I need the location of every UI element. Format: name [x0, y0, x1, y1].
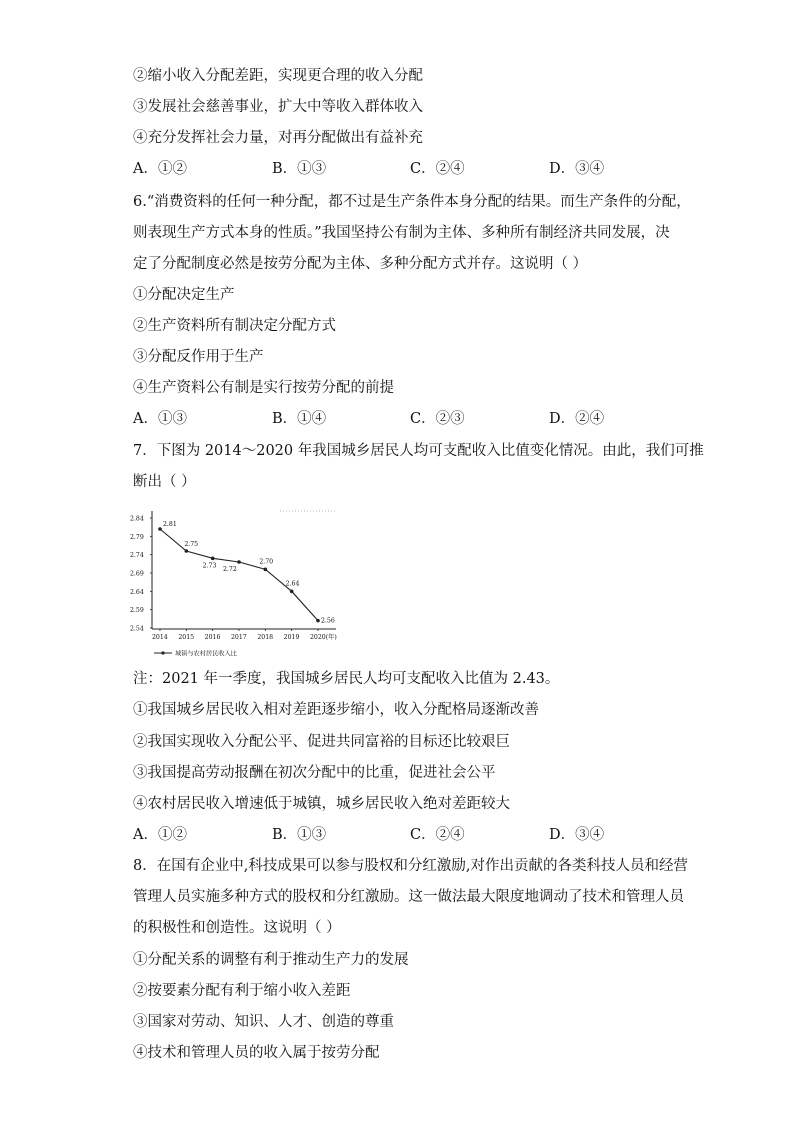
x-tick-label: 2018 — [257, 634, 274, 641]
question-8-stem: 管理人员实施多种方式的股权和分红激励。这一做法最大限度地调动了技术和管理人员 — [133, 889, 684, 905]
y-tick-label: 2.79 — [130, 533, 144, 541]
question-7-stem: 断出（ ） — [133, 474, 196, 490]
income-ratio-line-chart — [128, 503, 340, 661]
data-point — [158, 527, 162, 531]
data-label: 2.75 — [184, 541, 199, 548]
x-tick-label: 2015 — [178, 634, 195, 641]
question-6-stem: 则表现生产方式本身的性质。”我国坚持公有制为主体、多种所有制经济共同发展，决 — [133, 225, 670, 241]
question-7-item: ④农村居民收入增速低于城镇，城乡居民收入绝对差距较大 — [133, 796, 510, 812]
y-tick-label: 2.69 — [130, 570, 144, 578]
legend-marker — [161, 651, 164, 654]
answer-option-c: C．②③ — [410, 411, 465, 427]
x-tick-label: 2020(年) — [310, 634, 337, 641]
data-point — [237, 560, 241, 564]
question-6-item: ①分配决定生产 — [133, 287, 235, 303]
data-point — [316, 619, 320, 623]
y-tick-label: 2.84 — [130, 515, 144, 523]
question-7-stem: 7．下图为 2014～2020 年我国城乡居民人均可支配收入比值变化情况。由此，我们可推 — [133, 443, 704, 459]
question-8-item: ①分配关系的调整有利于推动生产力的发展 — [133, 952, 409, 968]
data-label: 2.64 — [285, 580, 300, 588]
question-8-item: ②按要素分配有利于缩小收入差距 — [133, 983, 351, 999]
answer-option-a: A．①② — [133, 827, 187, 843]
question-8-stem: 8．在国有企业中,科技成果可以参与股权和分红激励,对作出贡献的各类科技人员和经营 — [133, 858, 688, 874]
question-6-stem: 6.“消费资料的任何一种分配，都不过是生产条件本身分配的结果。而生产条件的分配， — [133, 194, 691, 210]
data-point — [264, 568, 268, 572]
question-6-item: ④生产资料公有制是实行按劳分配的前提 — [133, 380, 394, 396]
y-tick-label: 2.74 — [130, 552, 144, 560]
answer-option-a: A．①③ — [133, 411, 187, 427]
question-8-stem: 的积极性和创造性。这说明（ ） — [133, 920, 341, 936]
option-line: ④充分发挥社会力量，对再分配做出有益补充 — [133, 130, 423, 146]
answer-option-d: D．③④ — [549, 827, 605, 843]
x-tick-label: 2014 — [152, 634, 168, 641]
question-7-item: ③我国提高劳动报酬在初次分配中的比重，促进社会公平 — [133, 765, 496, 781]
answer-option-b: B．①③ — [272, 827, 327, 843]
data-label: 2.72 — [223, 566, 237, 573]
option-line: ②缩小收入分配差距，实现更合理的收入分配 — [133, 68, 423, 84]
answer-option-c: C．②④ — [410, 827, 465, 843]
legend-label: 城镇与农村居民收入比 — [175, 650, 237, 658]
question-6-item: ②生产资料所有制决定分配方式 — [133, 318, 336, 334]
x-tick-label: 2017 — [231, 634, 247, 641]
question-6-stem: 定了分配制度必然是按劳分配为主体、多种分配方式并存。这说明（ ） — [133, 256, 588, 272]
question-7-item: ①我国城乡居民收入相对差距逐步缩小，收入分配格局逐渐改善 — [133, 702, 539, 718]
answer-option-a: A．①② — [133, 161, 187, 177]
question-8-item: ④技术和管理人员的收入属于按劳分配 — [133, 1045, 380, 1061]
chart-note: 注：2021 年一季度，我国城乡居民人均可支配收入比值为 2.43。 — [133, 671, 560, 687]
y-tick-label: 2.64 — [130, 588, 144, 596]
x-tick-label: 2019 — [283, 634, 300, 641]
answer-option-b: B．①④ — [272, 411, 327, 427]
data-label: 2.56 — [321, 617, 335, 625]
question-6-item: ③分配反作用于生产 — [133, 349, 264, 365]
x-tick-label: 2016 — [204, 634, 221, 641]
y-tick-label: 2.59 — [130, 607, 144, 615]
data-point — [185, 549, 189, 553]
data-point — [211, 557, 215, 561]
data-point — [290, 590, 294, 594]
option-line: ③发展社会慈善事业，扩大中等收入群体收入 — [133, 99, 423, 115]
answer-option-d: D．③④ — [549, 161, 605, 177]
answer-option-c: C．②④ — [410, 161, 465, 177]
question-7-item: ②我国实现收入分配公平、促进共同富裕的目标还比较艰巨 — [133, 734, 510, 750]
data-label: 2.70 — [259, 558, 274, 566]
answer-option-d: D．②④ — [549, 411, 605, 427]
answer-option-b: B．①③ — [272, 161, 327, 177]
data-label: 2.81 — [163, 521, 177, 528]
data-label: 2.73 — [202, 562, 217, 570]
question-8-item: ③国家对劳动、知识、人才、创造的尊重 — [133, 1014, 394, 1030]
y-tick-label: 2.54 — [130, 625, 144, 633]
